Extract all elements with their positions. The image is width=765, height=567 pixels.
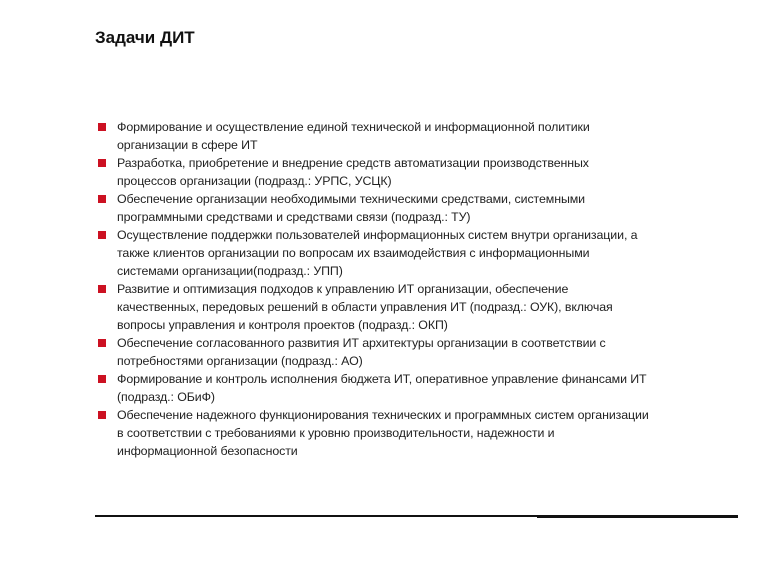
item-text: Формирование и осуществление единой технической и информационной политики организации в сфере ИТ <box>117 120 590 152</box>
list-item <box>98 406 738 460</box>
square-bullet-icon <box>98 231 106 239</box>
list-item <box>98 334 738 370</box>
list-item <box>98 370 738 406</box>
square-bullet-icon <box>98 159 106 167</box>
list-item <box>98 226 738 280</box>
item-text: Осуществление поддержки пользователей информационных систем внутри организации, а также клиентов организации по вопросам их взаимодействия с информационными системами организации(подразд.: УПП) <box>117 228 638 278</box>
square-bullet-icon <box>98 339 106 347</box>
slide-title: Задачи ДИТ <box>95 28 195 47</box>
square-bullet-icon <box>98 195 106 203</box>
list-item <box>98 190 738 226</box>
list-item <box>98 154 738 190</box>
item-text: Развитие и оптимизация подходов к управлению ИТ организации, обеспечение качественных, передовых решений в области управления ИТ (подразд.: ОУК), включая вопросы управления и контроля проектов (подразд.: ОКП) <box>117 282 613 332</box>
square-bullet-icon <box>98 411 106 419</box>
footer-divider-accent <box>537 515 738 518</box>
item-text: Формирование и контроль исполнения бюджета ИТ, оперативное управление финансами ИТ (подразд.: ОБиФ) <box>117 372 647 404</box>
square-bullet-icon <box>98 285 106 293</box>
task-list <box>98 118 738 460</box>
item-text: Обеспечение согласованного развития ИТ архитектуры организации в соответствии с потребностями организации (подразд.: АО) <box>117 336 606 368</box>
square-bullet-icon <box>98 123 106 131</box>
list-item <box>98 280 738 334</box>
list-item <box>98 118 738 154</box>
square-bullet-icon <box>98 375 106 383</box>
item-text: Обеспечение организации необходимыми техническими средствами, системными программными средствами и средствами связи (подразд.: ТУ) <box>117 192 585 224</box>
item-text: Обеспечение надежного функционирования технических и программных систем организации в соответствии с требованиями к уровню производительности, надежности и информационной безопасности <box>117 408 649 458</box>
item-text: Разработка, приобретение и внедрение средств автоматизации производственных процессов организации (подразд.: УРПС, УСЦК) <box>117 156 589 188</box>
